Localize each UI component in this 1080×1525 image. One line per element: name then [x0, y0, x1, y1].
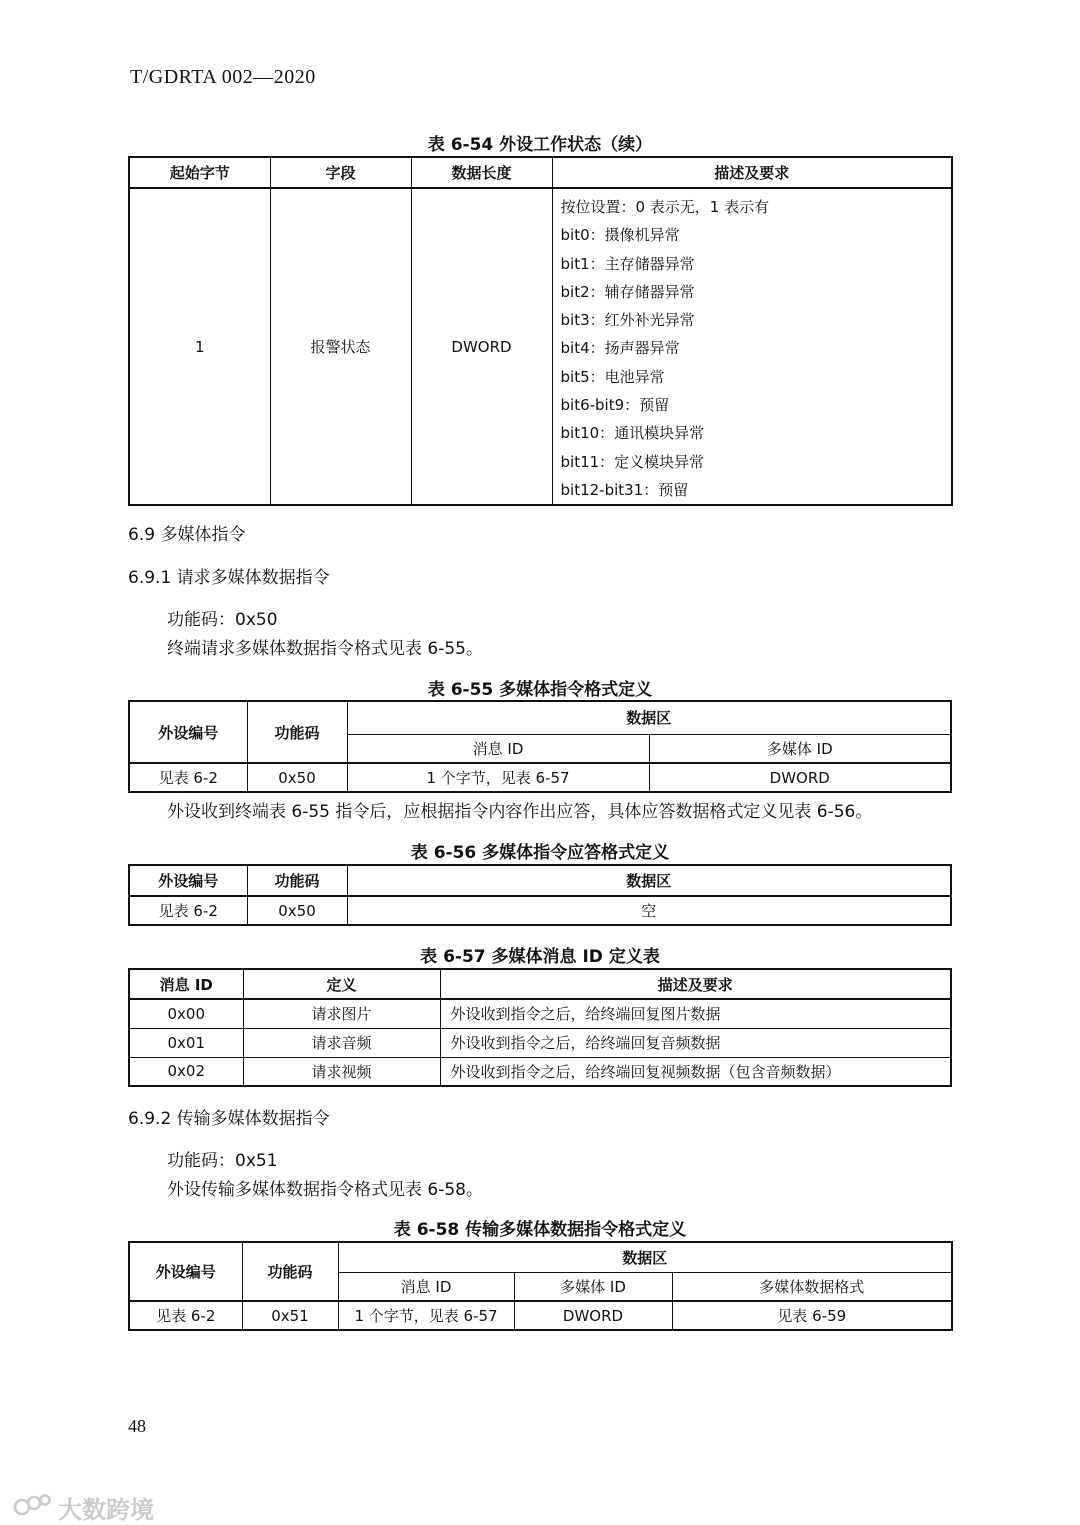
table-row: [129, 1301, 952, 1330]
desc-line: bit5：电池异常: [560, 367, 665, 386]
document-code: T/GDRTA 002—2020: [130, 66, 316, 88]
desc-line: 按位设置：0 表示无，1 表示有: [560, 198, 770, 216]
section-6-9-2-desc: 外设传输多媒体数据指令格式见表 6-58。: [167, 1180, 483, 1200]
cell-definition: 请求图片: [243, 999, 440, 1028]
table-6-55: [128, 700, 952, 793]
para-after-table-6-55: 外设收到终端表 6-55 指令后，应根据指令内容作出应答，具体应答数据格式定义见表 6-56。: [167, 802, 873, 822]
cell-length: DWORD: [411, 188, 552, 505]
cell-msg-id: 0x00: [129, 999, 243, 1028]
watermark-logo-icon: [12, 1491, 52, 1525]
header-device-id: 外设编号: [129, 865, 247, 896]
cell-definition: 请求视频: [243, 1057, 440, 1086]
cell-description: [552, 188, 952, 505]
table-6-54: [128, 156, 953, 506]
cell-device-id: 见表 6-2: [129, 763, 247, 792]
header-msg-id: 消息 ID: [347, 734, 649, 763]
page-number: 48: [128, 1416, 146, 1436]
header-data-area: 数据区: [347, 865, 951, 896]
header-msg-id: 消息 ID: [129, 969, 243, 999]
table-row: [129, 999, 951, 1028]
table-row: [129, 1028, 951, 1057]
header-definition: 定义: [243, 969, 440, 999]
table-6-57-caption: 表 6-57 多媒体消息 ID 定义表: [420, 947, 660, 967]
cell-field: 报警状态: [270, 188, 411, 505]
table-row: [129, 188, 952, 505]
table-6-54-caption: 表 6-54 外设工作状态（续）: [427, 135, 653, 155]
section-6-9-1-title: 6.9.1 请求多媒体数据指令: [128, 568, 330, 588]
cell-definition: 请求音频: [243, 1028, 440, 1057]
desc-line: bit0：摄像机异常: [560, 226, 680, 245]
table-6-56: [128, 864, 952, 926]
table-6-55-caption: 表 6-55 多媒体指令格式定义: [427, 680, 653, 700]
cell-media-id: DWORD: [649, 763, 951, 792]
section-6-9-title: 6.9 多媒体指令: [128, 525, 246, 545]
header-data-area: 数据区: [338, 1242, 952, 1272]
cell-msg-id: 1 个字节，见表 6-57: [347, 763, 649, 792]
func-code-0x50: 功能码：0x50: [167, 610, 278, 630]
desc-line: bit3：红外补光异常: [560, 311, 695, 330]
cell-description: 外设收到指令之后，给终端回复音频数据: [440, 1028, 951, 1057]
header-start-byte: 起始字节: [129, 157, 270, 188]
cell-start-byte: 1: [129, 188, 270, 505]
header-data-area: 数据区: [347, 701, 951, 734]
cell-msg-id: 1 个字节，见表 6-57: [338, 1301, 514, 1330]
watermark-text: 大数跨境: [58, 1496, 154, 1524]
desc-line: bit4：扬声器异常: [560, 339, 680, 358]
header-media-format: 多媒体数据格式: [672, 1272, 952, 1301]
cell-func-code: 0x51: [242, 1301, 338, 1330]
header-device-id: 外设编号: [129, 1242, 242, 1301]
cell-description: 外设收到指令之后，给终端回复视频数据（包含音频数据）: [440, 1057, 951, 1086]
table-6-57: [128, 968, 952, 1087]
desc-line: bit11：定义模块异常: [560, 452, 705, 471]
table-row: [129, 763, 951, 792]
desc-line: bit1：主存储器异常: [560, 254, 695, 273]
cell-msg-id: 0x02: [129, 1057, 243, 1086]
desc-line: bit12-bit31：预留: [560, 480, 689, 499]
func-code-0x51: 功能码：0x51: [167, 1151, 278, 1171]
cell-device-id: 见表 6-2: [129, 896, 247, 925]
cell-media-id: DWORD: [514, 1301, 672, 1330]
desc-line: bit2：辅存储器异常: [560, 282, 695, 301]
header-media-id: 多媒体 ID: [649, 734, 951, 763]
cell-func-code: 0x50: [247, 763, 347, 792]
cell-msg-id: 0x01: [129, 1028, 243, 1057]
watermark: [12, 1490, 154, 1525]
header-func-code: 功能码: [242, 1242, 338, 1301]
cell-description: 外设收到指令之后，给终端回复图片数据: [440, 999, 951, 1028]
header-media-id: 多媒体 ID: [514, 1272, 672, 1301]
table-row: [129, 896, 951, 925]
header-description: 描述及要求: [552, 157, 952, 188]
table-6-58-caption: 表 6-58 传输多媒体数据指令格式定义: [393, 1220, 687, 1240]
cell-media-format: 见表 6-59: [672, 1301, 952, 1330]
section-6-9-2-title: 6.9.2 传输多媒体数据指令: [128, 1109, 330, 1129]
header-field: 字段: [270, 157, 411, 188]
cell-data-area: 空: [347, 896, 951, 925]
table-row: [129, 1057, 951, 1086]
header-func-code: 功能码: [247, 701, 347, 763]
header-length: 数据长度: [411, 157, 552, 188]
header-msg-id: 消息 ID: [338, 1272, 514, 1301]
desc-line: bit6-bit9：预留: [560, 396, 670, 415]
cell-device-id: 见表 6-2: [129, 1301, 242, 1330]
header-description: 描述及要求: [440, 969, 951, 999]
desc-line: bit10：通讯模块异常: [560, 424, 705, 443]
section-6-9-1-desc: 终端请求多媒体数据指令格式见表 6-55。: [167, 639, 483, 659]
table-6-56-caption: 表 6-56 多媒体指令应答格式定义: [410, 843, 670, 863]
table-6-58: [128, 1241, 953, 1331]
header-device-id: 外设编号: [129, 701, 247, 763]
cell-func-code: 0x50: [247, 896, 347, 925]
header-func-code: 功能码: [247, 865, 347, 896]
